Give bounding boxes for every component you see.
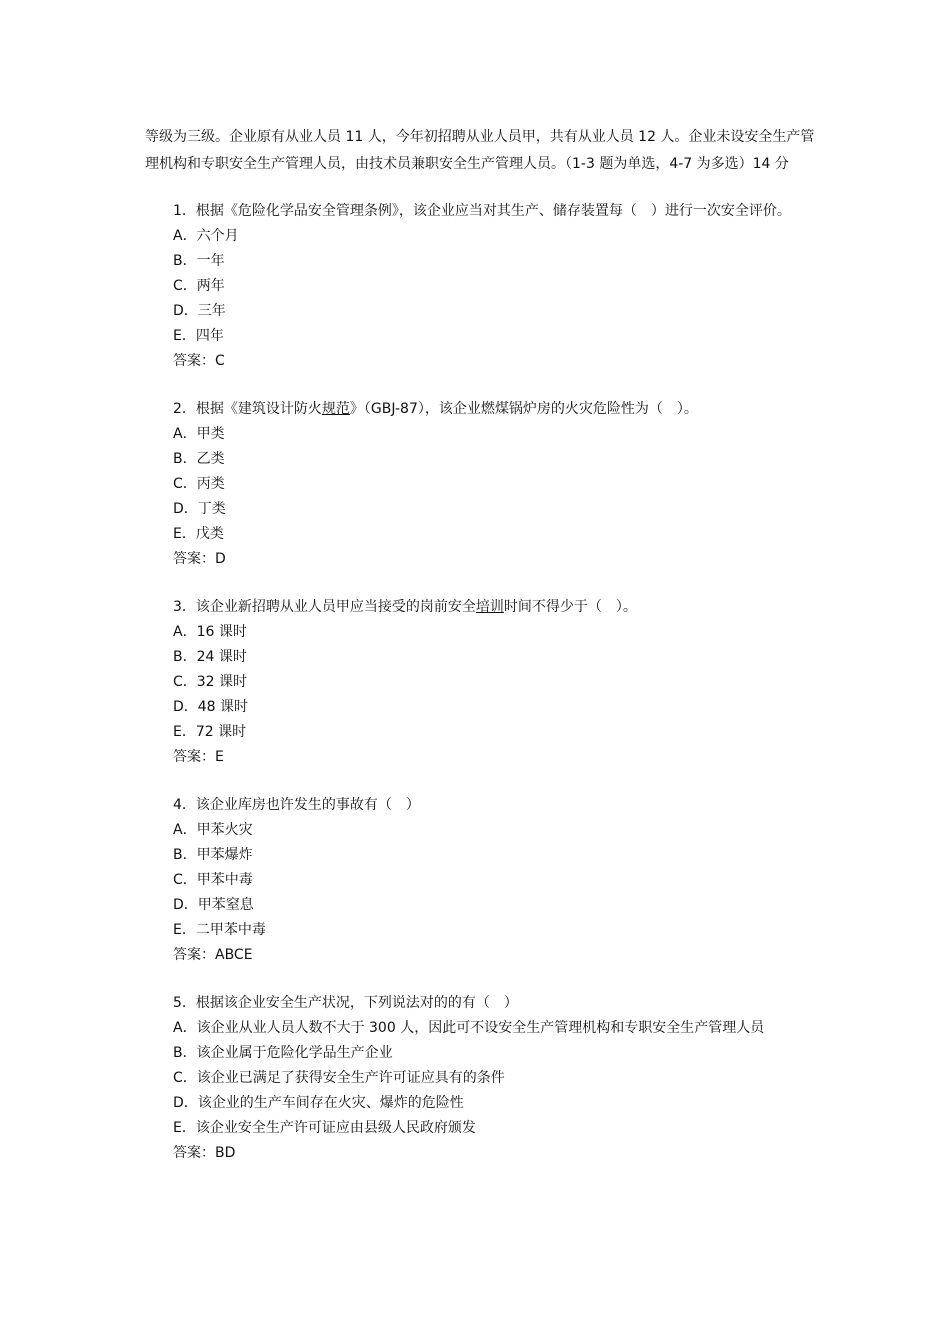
- option-e: E．四年: [173, 328, 224, 344]
- option-c: C．丙类: [173, 476, 225, 492]
- answer: 答案：C: [173, 353, 225, 369]
- underlined-term: 规范: [321, 401, 350, 417]
- option-e: E．戊类: [173, 526, 224, 542]
- option-b: B．一年: [173, 253, 225, 269]
- answer: 答案：E: [173, 749, 224, 765]
- option-b: B．24 课时: [173, 649, 247, 665]
- option-a: A．该企业从业人员人数不大于 300 人，因此可不设安全生产管理机构和专职安全生产管理人员: [173, 1020, 765, 1036]
- option-c: C．该企业已满足了获得安全生产许可证应具有的条件: [173, 1070, 505, 1086]
- option-a: A．六个月: [173, 228, 239, 244]
- option-d: D．丁类: [173, 501, 226, 517]
- option-a: A．16 课时: [173, 624, 247, 640]
- question-3: [173, 595, 833, 770]
- question-5: [173, 991, 833, 1166]
- question-stem: [173, 397, 833, 422]
- option-b: B．乙类: [173, 451, 225, 467]
- stem-text: 2．根据《建筑设计防火: [173, 401, 322, 417]
- question-1: [173, 199, 833, 374]
- option-c: C．32 课时: [173, 674, 248, 690]
- stem-text: 时间不得少于（ ）。: [503, 599, 637, 615]
- option-e: E．该企业安全生产许可证应由县级人民政府颁发: [173, 1120, 476, 1136]
- option-c: C．两年: [173, 278, 225, 294]
- answer: 答案：D: [173, 551, 226, 567]
- question-4: [173, 793, 833, 968]
- option-c: C．甲苯中毒: [173, 872, 253, 888]
- option-b: B．甲苯爆炸: [173, 847, 253, 863]
- option-a: A．甲苯火灾: [173, 822, 253, 838]
- option-e: E．72 课时: [173, 724, 247, 740]
- question-stem: [173, 595, 833, 620]
- option-d: D．甲苯窒息: [173, 897, 254, 913]
- question-stem: 4．该企业库房也许发生的事故有（ ）: [173, 797, 420, 813]
- option-b: B．该企业属于危险化学品生产企业: [173, 1045, 393, 1061]
- question-2: [173, 397, 833, 572]
- answer: 答案：ABCE: [173, 947, 253, 963]
- option-a: A．甲类: [173, 426, 225, 442]
- answer: 答案：BD: [173, 1145, 236, 1161]
- underlined-term: 培训: [475, 599, 504, 615]
- option-d: D．48 课时: [173, 699, 249, 715]
- intro-paragraph: 等级为三级。企业原有从业人员 11 人，今年初招聘从业人员甲，共有从业人员 12 人。企业未设安全生产管理机构和专职安全生产管理人员，由技术员兼职安全生产管理人员。（1-3 题为单选，4-7 为多选）14 分: [145, 129, 815, 172]
- question-stem: 5．根据该企业安全生产状况，下列说法对的的有（ ）: [173, 995, 518, 1011]
- question-stem: 1．根据《危险化学品安全管理条例》，该企业应当对其生产、储存装置每（ ）进行一次安全评价。: [173, 203, 791, 219]
- option-e: E．二甲苯中毒: [173, 922, 266, 938]
- option-d: D．该企业的生产车间存在火灾、爆炸的危险性: [173, 1095, 464, 1111]
- stem-text: 3．该企业新招聘从业人员甲应当接受的岗前安全: [173, 599, 476, 615]
- option-d: D．三年: [173, 303, 226, 319]
- stem-text: 》（GBJ-87），该企业燃煤锅炉房的火灾危险性为（ ）。: [349, 401, 698, 417]
